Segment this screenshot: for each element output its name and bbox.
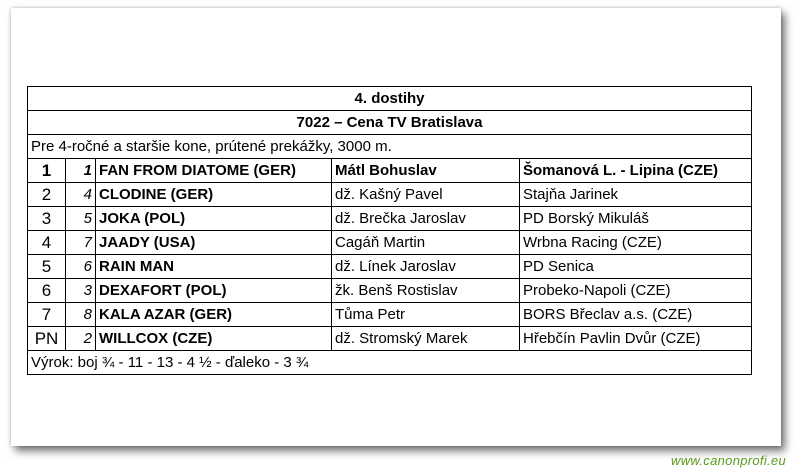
verdict-row bbox=[28, 351, 752, 375]
result-horse-cell: JOKA (POL) bbox=[96, 207, 332, 231]
result-place-cell: 2 bbox=[28, 183, 66, 207]
result-num-cell: 3 bbox=[66, 279, 96, 303]
result-jockey-cell: Mátl Bohuslav bbox=[332, 159, 520, 183]
result-owner-cell: PD Senica bbox=[520, 255, 752, 279]
result-place-cell: 4 bbox=[28, 231, 66, 255]
result-jockey-cell: dž. Línek Jaroslav bbox=[332, 255, 520, 279]
race-title: 7022 – Cena TV Bratislava bbox=[28, 111, 752, 135]
conditions-row bbox=[28, 135, 752, 159]
result-horse-cell: KALA AZAR (GER) bbox=[96, 303, 332, 327]
result-horse-cell: JAADY (USA) bbox=[96, 231, 332, 255]
result-place-cell: 3 bbox=[28, 207, 66, 231]
race-conditions: Pre 4-ročné a staršie kone, prútené prekážky, 3000 m. bbox=[28, 135, 752, 159]
result-owner-cell: Šomanová L. - Lipina (CZE) bbox=[520, 159, 752, 183]
results-body bbox=[28, 87, 752, 159]
result-row bbox=[28, 255, 752, 279]
result-row bbox=[28, 327, 752, 351]
result-owner-cell: Probeko-Napoli (CZE) bbox=[520, 279, 752, 303]
result-row bbox=[28, 207, 752, 231]
result-jockey-cell: žk. Benš Rostislav bbox=[332, 279, 520, 303]
result-jockey-cell: Cagáň Martin bbox=[332, 231, 520, 255]
title-row bbox=[28, 111, 752, 135]
result-horse-cell: DEXAFORT (POL) bbox=[96, 279, 332, 303]
result-place-cell: 6 bbox=[28, 279, 66, 303]
result-owner-cell: BORS Břeclav a.s. (CZE) bbox=[520, 303, 752, 327]
result-num-cell: 5 bbox=[66, 207, 96, 231]
result-num-cell: 1 bbox=[66, 159, 96, 183]
result-jockey-cell: dž. Stromský Marek bbox=[332, 327, 520, 351]
result-horse-cell: RAIN MAN bbox=[96, 255, 332, 279]
result-horse-cell: WILLCOX (CZE) bbox=[96, 327, 332, 351]
result-num-cell: 8 bbox=[66, 303, 96, 327]
result-place-cell: 7 bbox=[28, 303, 66, 327]
result-num-cell: 4 bbox=[66, 183, 96, 207]
result-rows bbox=[28, 159, 752, 351]
result-owner-cell: Hřebčín Pavlin Dvůr (CZE) bbox=[520, 327, 752, 351]
result-num-cell: 2 bbox=[66, 327, 96, 351]
result-jockey-cell: dž. Kašný Pavel bbox=[332, 183, 520, 207]
result-num-cell: 7 bbox=[66, 231, 96, 255]
result-row bbox=[28, 159, 752, 183]
result-horse-cell: CLODINE (GER) bbox=[96, 183, 332, 207]
heading-row bbox=[28, 87, 752, 111]
result-num-cell: 6 bbox=[66, 255, 96, 279]
result-owner-cell: Stajňa Jarinek bbox=[520, 183, 752, 207]
result-place-cell: 1 bbox=[28, 159, 66, 183]
result-owner-cell: Wrbna Racing (CZE) bbox=[520, 231, 752, 255]
result-row bbox=[28, 183, 752, 207]
result-row bbox=[28, 231, 752, 255]
result-row bbox=[28, 279, 752, 303]
verdict-body bbox=[28, 351, 752, 375]
race-results-table bbox=[27, 86, 752, 375]
result-jockey-cell: dž. Brečka Jaroslav bbox=[332, 207, 520, 231]
result-place-cell: 5 bbox=[28, 255, 66, 279]
result-owner-cell: PD Borský Mikuláš bbox=[520, 207, 752, 231]
race-verdict: Výrok: boj ¾ - 11 - 13 - 4 ½ - ďaleko - 3 ¾ bbox=[28, 351, 752, 375]
race-heading: 4. dostihy bbox=[28, 87, 752, 111]
result-horse-cell: FAN FROM DIATOME (GER) bbox=[96, 159, 332, 183]
result-jockey-cell: Tůma Petr bbox=[332, 303, 520, 327]
result-place-cell: PN bbox=[28, 327, 66, 351]
result-row bbox=[28, 303, 752, 327]
watermark: www.canonprofi.eu bbox=[671, 453, 786, 468]
